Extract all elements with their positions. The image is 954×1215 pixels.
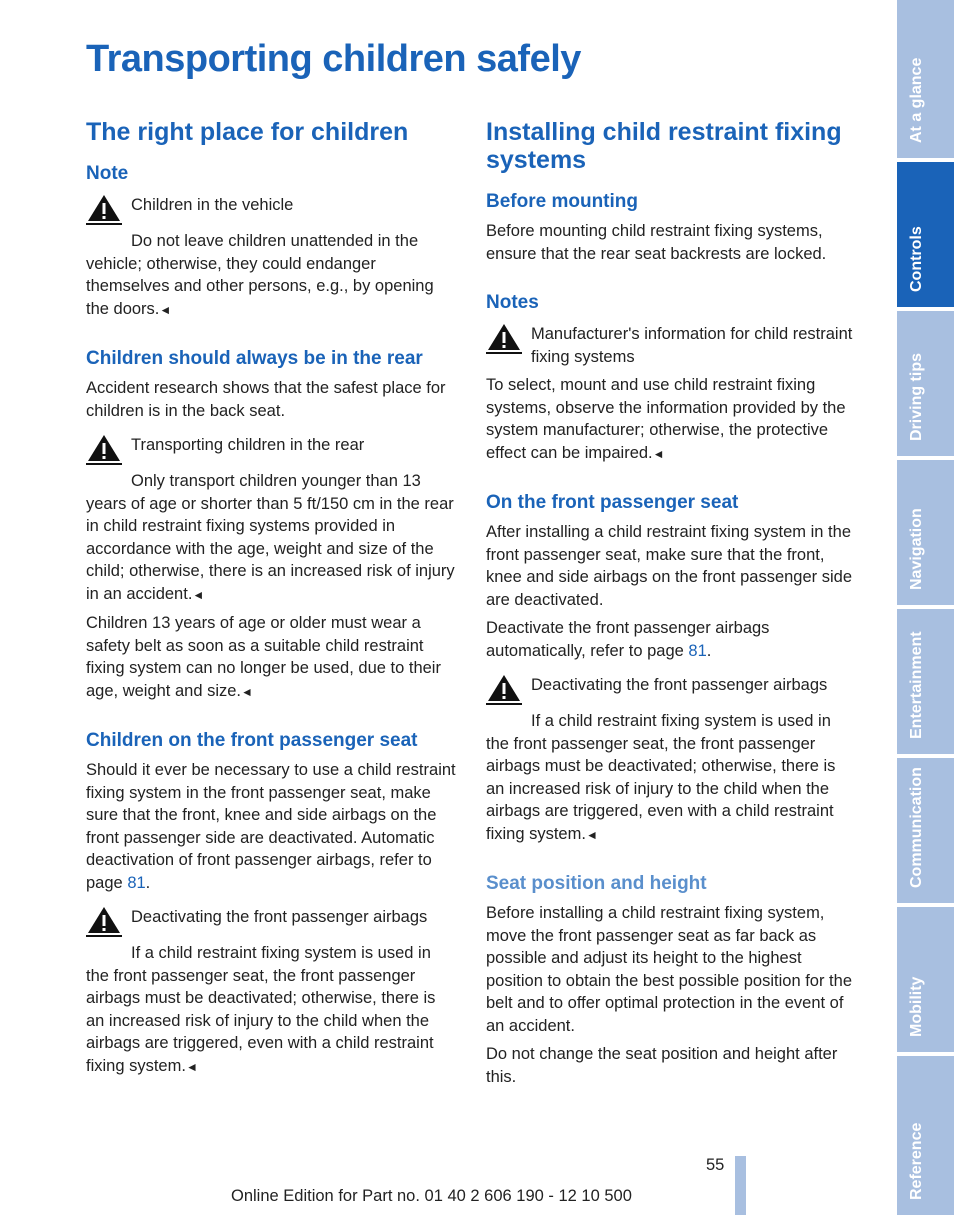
paragraph: Children 13 years of age or older must wear a safety belt as soon as a suitable child restraint fixing system can no longer be used, due to their age, weight and size.◄ xyxy=(86,614,441,700)
paragraph: Accident research shows that the safest place for children is in the back seat. xyxy=(86,379,446,420)
front-section xyxy=(86,729,458,1078)
tab-label: Communication xyxy=(907,767,925,888)
tab-label: At a glance xyxy=(907,57,925,143)
tab-label: Navigation xyxy=(907,508,925,590)
seat-position-section xyxy=(486,872,858,1088)
subsection-heading: Children on the front passenger seat xyxy=(86,730,418,751)
subsection-heading: Children should always be in the rear xyxy=(86,348,423,369)
warning-title: Transporting children in the rear xyxy=(131,436,365,454)
front-seat-section xyxy=(486,491,858,846)
paragraph-text: Deactivate the front passenger airbags automatically, refer to page xyxy=(486,619,770,660)
tab-reference[interactable] xyxy=(897,1056,954,1215)
warning-title: Children in the vehicle xyxy=(131,196,294,214)
subsection-heading: Notes xyxy=(486,292,539,313)
page-link[interactable]: 81 xyxy=(688,641,707,660)
tab-at-a-glance[interactable] xyxy=(897,0,954,158)
notes-section xyxy=(486,291,858,465)
tab-label: Controls xyxy=(907,226,925,292)
paragraph: Do not change the seat position and height after this. xyxy=(486,1045,838,1086)
rear-section xyxy=(86,347,458,703)
subsection-heading: Seat position and height xyxy=(486,873,707,894)
warning-icon xyxy=(486,321,522,355)
before-section xyxy=(486,190,858,265)
tab-communication[interactable] xyxy=(897,758,954,903)
page-marker-bar xyxy=(735,1156,746,1215)
warning-text: If a child restraint fixing system is used in the front passenger seat, the front passenger airbags must be deactivated; otherwise, there is an increased risk of injury to the child when the airbags are triggered, even with a child restraint fixing system.◄ xyxy=(86,944,436,1075)
page-title: Transporting children safely xyxy=(86,38,581,80)
warning-title: Deactivating the front passenger airbags xyxy=(531,676,828,694)
end-mark: ◄ xyxy=(159,302,172,317)
section-heading: Installing child restraint fixing systems xyxy=(486,118,842,174)
end-mark: ◄ xyxy=(185,1059,198,1074)
warning-block xyxy=(86,432,458,606)
paragraph: Before mounting child restraint fixing systems, ensure that the rear seat backrests are locked. xyxy=(486,222,827,263)
paragraph: Before installing a child restraint fixing system, move the front passenger seat as far back as possible and adjust its height to the highest position to obtain the best possible position for the belt and to offer optimal protection in the event of an accident. xyxy=(486,904,852,1035)
warning-title: Deactivating the front passenger airbags xyxy=(131,908,428,926)
warning-text: To select, mount and use child restraint fixing systems, observe the information provided by the system manufacturer; otherwise, the protective effect can be impaired.◄ xyxy=(486,376,846,462)
right-column xyxy=(486,118,858,1114)
paragraph: Deactivate the front passenger airbags automatically, refer to page 81. xyxy=(486,619,770,660)
warning-icon xyxy=(86,432,122,466)
paragraph: After installing a child restraint fixing system in the front passenger seat, make sure that the front, knee and side airbags on the front passenger side are deactivated. xyxy=(486,523,852,609)
end-mark: ◄ xyxy=(585,827,598,842)
subsection-heading: Before mounting xyxy=(486,191,638,212)
tab-controls[interactable] xyxy=(897,162,954,307)
warning-block xyxy=(86,192,458,321)
page-number: 55 xyxy=(706,1156,725,1174)
warning-text: Only transport children younger than 13 years of age or shorter than 5 ft/150 cm in the rear in child restraint fixing systems provided in accordance with the age, weight and size of the child; otherwise, there is an increased risk of injury in an accident.◄ xyxy=(86,472,455,603)
paragraph: Should it ever be necessary to use a child restraint fixing system in the front passenger seat, make sure that the front, knee and side airbags on the front passenger side are deactivated. Automatic deactivation of front passenger airbags, refer to page 81. xyxy=(86,761,456,892)
end-mark: ◄ xyxy=(192,587,205,602)
tab-label: Driving tips xyxy=(907,352,925,441)
tab-label: Mobility xyxy=(907,976,925,1037)
warning-block xyxy=(86,904,458,1078)
end-mark: ◄ xyxy=(652,446,665,461)
warning-block xyxy=(486,672,858,846)
tab-label: Reference xyxy=(907,1122,925,1200)
section-heading: The right place for children xyxy=(86,118,409,146)
warning-icon xyxy=(86,192,122,226)
page-link[interactable]: 81 xyxy=(127,873,146,892)
end-mark: ◄ xyxy=(241,684,253,699)
tab-entertainment[interactable] xyxy=(897,609,954,754)
chapter-tabs xyxy=(897,0,954,1215)
tab-mobility[interactable] xyxy=(897,907,954,1052)
warning-text: If a child restraint fixing system is used in the front passenger seat, the front passenger airbags must be deactivated; otherwise, there is an increased risk of injury to the child when the airbags are triggered, even with a child restraint fixing system.◄ xyxy=(486,712,836,843)
warning-text: Do not leave children unattended in the vehicle; otherwise, they could endanger themselves and other persons, e.g., by opening the doors.◄ xyxy=(86,232,434,318)
warning-block xyxy=(486,321,858,465)
note-section xyxy=(86,162,458,321)
paragraph-text: Should it ever be necessary to use a child restraint fixing system in the front passenger seat, make sure that the front, knee and side airbags on the front passenger side are deactivated. Automatic deactivation of front passenger airbags, refer to page xyxy=(86,761,456,892)
tab-driving-tips[interactable] xyxy=(897,311,954,456)
warning-title: Manufacturer's information for child restraint fixing systems xyxy=(531,325,853,366)
tab-label: Entertainment xyxy=(907,631,925,739)
warning-icon xyxy=(486,672,522,706)
warning-icon xyxy=(86,904,122,938)
left-column xyxy=(86,118,458,1104)
subsection-heading: On the front passenger seat xyxy=(486,492,739,513)
subsection-heading: Note xyxy=(86,163,129,184)
footer-edition: Online Edition for Part no. 01 40 2 606 190 - 12 10 500 xyxy=(231,1187,632,1205)
tab-navigation[interactable] xyxy=(897,460,954,605)
